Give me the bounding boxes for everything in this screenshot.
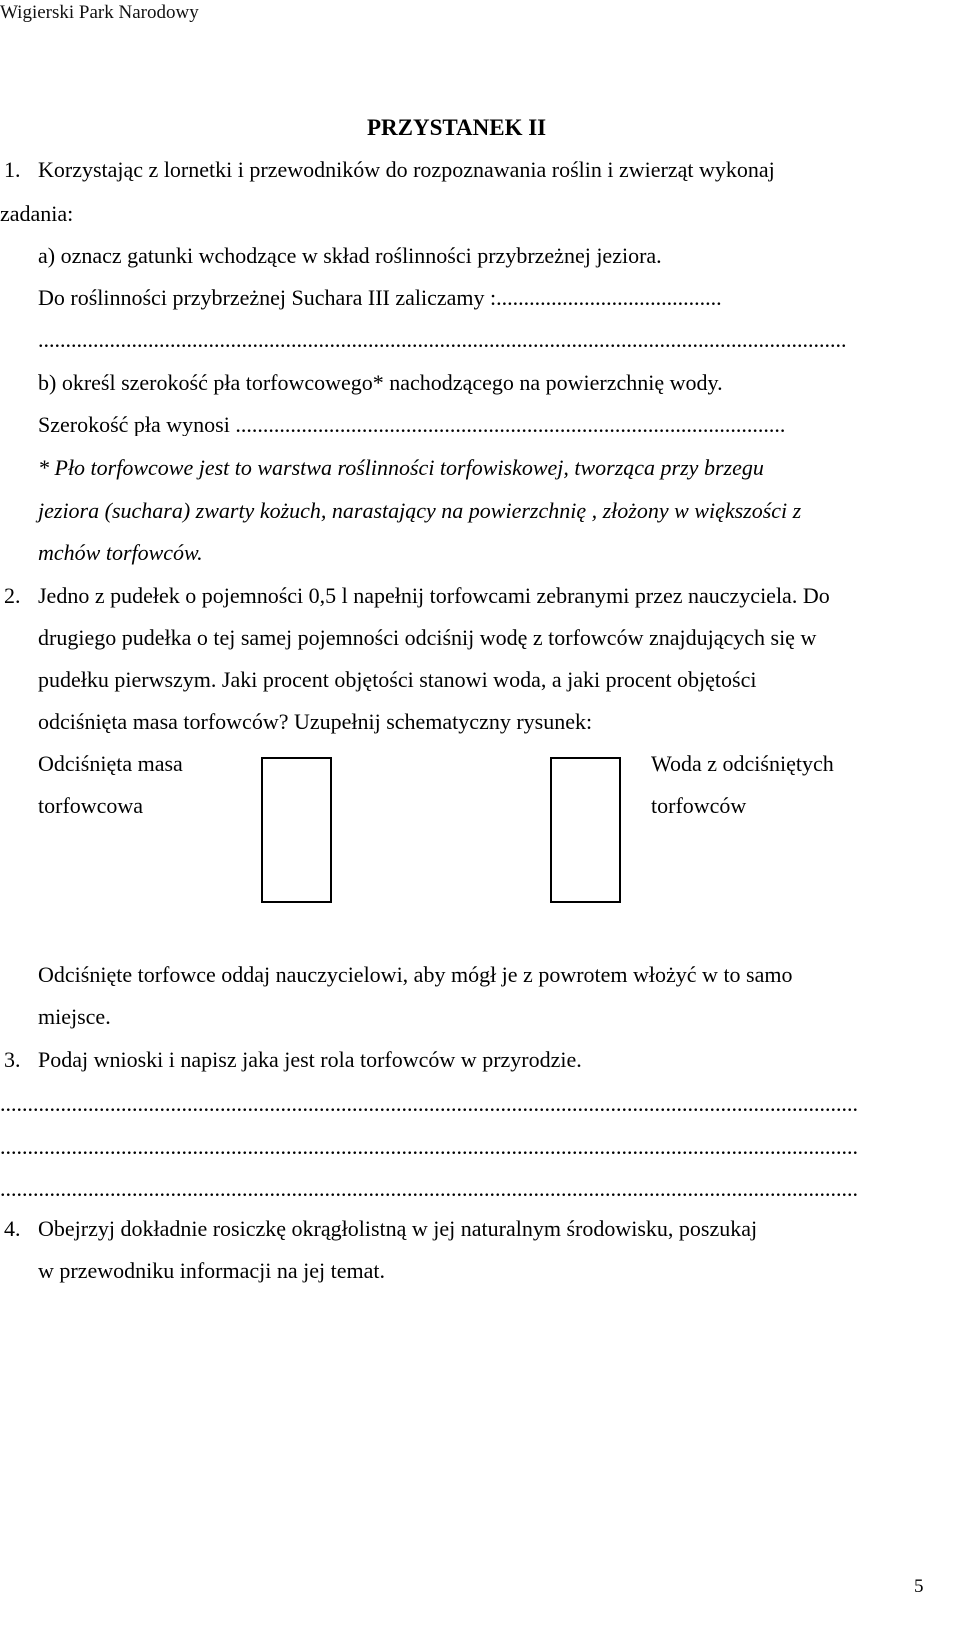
- task2-number: 2.: [4, 583, 21, 608]
- task1-footnote-line2: jeziora (suchara) zwarty kożuch, narastający na powierzchnię , złożony w większości z: [38, 498, 802, 523]
- task3-answer-dots-3: ............................................................................................................................................................: [0, 1178, 858, 1200]
- task2-line3: pudełku pierwszym. Jaki procent objętości stanowi woda, a jaki procent objętości: [38, 667, 757, 692]
- task4-line1: Obejrzyj dokładnie rosiczkę okrągłolistną w jej naturalnym środowisku, poszukaj: [38, 1216, 758, 1241]
- peat-mass-box: [261, 757, 332, 903]
- task3-answer-dots-2: ............................................................................................................................................................: [0, 1136, 858, 1158]
- task1-b-line: b) określ szerokość pła torfowcowego* nachodzącego na powierzchnię wody.: [38, 370, 723, 395]
- section-title: PRZYSTANEK II: [367, 115, 547, 140]
- task4-number: 4.: [4, 1216, 21, 1241]
- task1-footnote-line3: mchów torfowców.: [38, 540, 203, 565]
- task4-line2: w przewodniku informacji na jej temat.: [38, 1258, 385, 1283]
- task3-text: Podaj wnioski i napisz jaka jest rola torfowców w przyrodzie.: [38, 1047, 582, 1072]
- water-box: [550, 757, 621, 903]
- task1-line2: zadania:: [0, 201, 74, 226]
- task2-after-line1: Odciśnięte torfowce oddaj nauczycielowi, aby mógł je z powrotem włożyć w to samo: [38, 962, 793, 987]
- task3-answer-dots-1: ............................................................................................................................................................: [0, 1093, 858, 1115]
- task2-after-line2: miejsce.: [38, 1004, 111, 1029]
- task1-footnote-line1: * Pło torfowcowe jest to warstwa roślinności torfowiskowej, tworząca przy brzegu: [38, 455, 764, 480]
- left-box-label-line1: Odciśnięta masa: [38, 751, 183, 776]
- task1-a-answer-dots: ...................................................................................................................................................: [38, 329, 847, 351]
- task3-number: 3.: [4, 1047, 21, 1072]
- task2-line1: Jedno z pudełek o pojemności 0,5 l napełnij torfowcami zebranymi przez nauczyciela. Do: [38, 583, 830, 608]
- task1-a-line: a) oznacz gatunki wchodzące w skład roślinności przybrzeżnej jeziora.: [38, 243, 662, 268]
- right-box-label-line1: Woda z odciśniętych: [651, 751, 834, 776]
- task2-line2: drugiego pudełka o tej samej pojemności odciśnij wodę z torfowców znajdujących się w: [38, 625, 817, 650]
- task1-b-prompt: Szerokość pła wynosi ....................................................................................................: [38, 414, 786, 436]
- task1-line1: Korzystając z lornetki i przewodników do rozpoznawania roślin i zwierząt wykonaj: [38, 157, 775, 182]
- page-number: 5: [914, 1576, 924, 1597]
- task2-line4: odciśnięta masa torfowców? Uzupełnij schematyczny rysunek:: [38, 709, 593, 734]
- task1-a-prompt: Do roślinności przybrzeżnej Suchara III zaliczamy :.........................................: [38, 285, 722, 310]
- right-box-label-line2: torfowców: [651, 793, 747, 818]
- document-header: Wigierski Park Narodowy: [0, 2, 199, 23]
- task1-number: 1.: [4, 157, 21, 182]
- left-box-label-line2: torfowcowa: [38, 793, 144, 818]
